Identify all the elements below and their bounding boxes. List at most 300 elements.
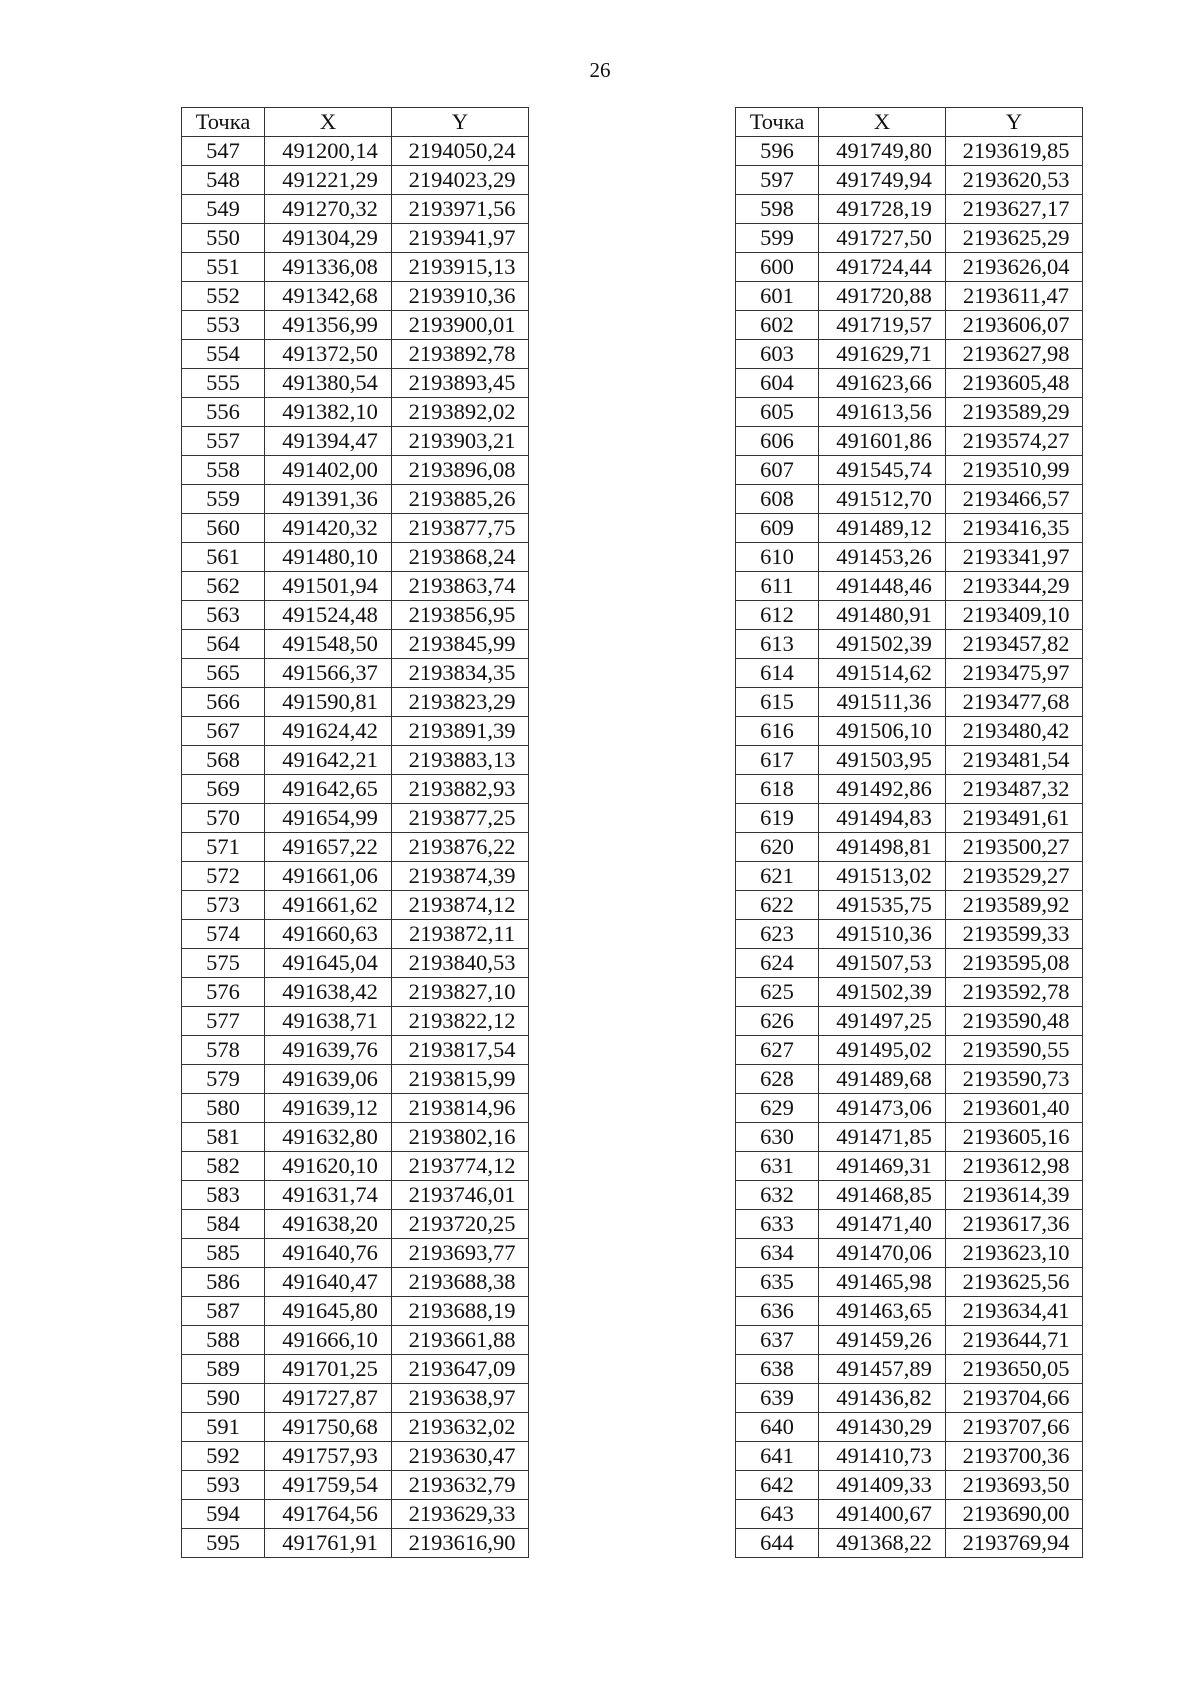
cell-x: 491632,80 bbox=[265, 1123, 392, 1152]
cell-x: 491613,56 bbox=[819, 398, 946, 427]
cell-y: 2193746,01 bbox=[392, 1181, 529, 1210]
cell-point: 637 bbox=[736, 1326, 819, 1355]
cell-y: 2193802,16 bbox=[392, 1123, 529, 1152]
cell-y: 2193822,12 bbox=[392, 1007, 529, 1036]
cell-x: 491463,65 bbox=[819, 1297, 946, 1326]
table-row bbox=[736, 1007, 1083, 1036]
cell-y: 2193650,05 bbox=[946, 1355, 1083, 1384]
table-row bbox=[736, 369, 1083, 398]
cell-x: 491639,06 bbox=[265, 1065, 392, 1094]
cell-y: 2193892,02 bbox=[392, 398, 529, 427]
table-row bbox=[182, 949, 529, 978]
cell-point: 613 bbox=[736, 630, 819, 659]
table-row bbox=[736, 1297, 1083, 1326]
cell-y: 2193877,75 bbox=[392, 514, 529, 543]
table-row bbox=[736, 1094, 1083, 1123]
table-row bbox=[182, 369, 529, 398]
cell-y: 2193868,24 bbox=[392, 543, 529, 572]
table-row bbox=[736, 1210, 1083, 1239]
cell-y: 2193529,27 bbox=[946, 862, 1083, 891]
cell-point: 625 bbox=[736, 978, 819, 1007]
table-row bbox=[736, 630, 1083, 659]
cell-x: 491654,99 bbox=[265, 804, 392, 833]
cell-y: 2193416,35 bbox=[946, 514, 1083, 543]
cell-point: 623 bbox=[736, 920, 819, 949]
cell-point: 562 bbox=[182, 572, 265, 601]
table-row bbox=[182, 1065, 529, 1094]
cell-y: 2193625,29 bbox=[946, 224, 1083, 253]
cell-y: 2193638,97 bbox=[392, 1384, 529, 1413]
column-header-point: Точка bbox=[182, 108, 265, 137]
cell-y: 2193510,99 bbox=[946, 456, 1083, 485]
cell-point: 572 bbox=[182, 862, 265, 891]
table-row bbox=[182, 1500, 529, 1529]
cell-x: 491566,37 bbox=[265, 659, 392, 688]
cell-y: 2193590,48 bbox=[946, 1007, 1083, 1036]
table-row bbox=[736, 427, 1083, 456]
table-row bbox=[182, 717, 529, 746]
table-row bbox=[182, 630, 529, 659]
table-row bbox=[736, 804, 1083, 833]
cell-point: 590 bbox=[182, 1384, 265, 1413]
table-row bbox=[182, 543, 529, 572]
table-row bbox=[736, 1529, 1083, 1558]
table-row bbox=[736, 1065, 1083, 1094]
cell-y: 2194050,24 bbox=[392, 137, 529, 166]
cell-x: 491728,19 bbox=[819, 195, 946, 224]
cell-y: 2193590,73 bbox=[946, 1065, 1083, 1094]
cell-point: 593 bbox=[182, 1471, 265, 1500]
cell-point: 565 bbox=[182, 659, 265, 688]
cell-y: 2193612,98 bbox=[946, 1152, 1083, 1181]
cell-point: 616 bbox=[736, 717, 819, 746]
table-header-row bbox=[182, 108, 529, 137]
cell-x: 491620,10 bbox=[265, 1152, 392, 1181]
cell-point: 609 bbox=[736, 514, 819, 543]
cell-point: 605 bbox=[736, 398, 819, 427]
cell-point: 564 bbox=[182, 630, 265, 659]
cell-y: 2193893,45 bbox=[392, 369, 529, 398]
table-row bbox=[736, 311, 1083, 340]
cell-point: 554 bbox=[182, 340, 265, 369]
cell-point: 595 bbox=[182, 1529, 265, 1558]
cell-x: 491759,54 bbox=[265, 1471, 392, 1500]
table-row bbox=[736, 688, 1083, 717]
cell-x: 491304,29 bbox=[265, 224, 392, 253]
cell-point: 560 bbox=[182, 514, 265, 543]
cell-point: 547 bbox=[182, 137, 265, 166]
cell-y: 2193589,29 bbox=[946, 398, 1083, 427]
cell-point: 614 bbox=[736, 659, 819, 688]
cell-y: 2193814,96 bbox=[392, 1094, 529, 1123]
cell-point: 628 bbox=[736, 1065, 819, 1094]
cell-x: 491638,71 bbox=[265, 1007, 392, 1036]
cell-x: 491761,91 bbox=[265, 1529, 392, 1558]
cell-y: 2193707,66 bbox=[946, 1413, 1083, 1442]
table-row bbox=[736, 1471, 1083, 1500]
cell-point: 587 bbox=[182, 1297, 265, 1326]
cell-y: 2193877,25 bbox=[392, 804, 529, 833]
cell-y: 2193700,36 bbox=[946, 1442, 1083, 1471]
cell-x: 491657,22 bbox=[265, 833, 392, 862]
cell-point: 563 bbox=[182, 601, 265, 630]
table-row bbox=[736, 282, 1083, 311]
cell-x: 491480,10 bbox=[265, 543, 392, 572]
cell-point: 639 bbox=[736, 1384, 819, 1413]
cell-x: 491645,80 bbox=[265, 1297, 392, 1326]
cell-point: 631 bbox=[736, 1152, 819, 1181]
cell-point: 551 bbox=[182, 253, 265, 282]
column-header-point: Точка bbox=[736, 108, 819, 137]
cell-point: 600 bbox=[736, 253, 819, 282]
cell-x: 491457,89 bbox=[819, 1355, 946, 1384]
cell-point: 583 bbox=[182, 1181, 265, 1210]
cell-x: 491640,47 bbox=[265, 1268, 392, 1297]
cell-x: 491545,74 bbox=[819, 456, 946, 485]
cell-y: 2194023,29 bbox=[392, 166, 529, 195]
table-row bbox=[736, 1355, 1083, 1384]
cell-point: 579 bbox=[182, 1065, 265, 1094]
cell-point: 620 bbox=[736, 833, 819, 862]
table-row bbox=[736, 1500, 1083, 1529]
table-row bbox=[182, 920, 529, 949]
cell-point: 636 bbox=[736, 1297, 819, 1326]
cell-x: 491356,99 bbox=[265, 311, 392, 340]
table-row bbox=[182, 1123, 529, 1152]
cell-y: 2193876,22 bbox=[392, 833, 529, 862]
cell-point: 555 bbox=[182, 369, 265, 398]
cell-point: 608 bbox=[736, 485, 819, 514]
table-row bbox=[736, 920, 1083, 949]
cell-x: 491471,85 bbox=[819, 1123, 946, 1152]
cell-point: 594 bbox=[182, 1500, 265, 1529]
cell-point: 559 bbox=[182, 485, 265, 514]
table-row bbox=[182, 746, 529, 775]
cell-y: 2193599,33 bbox=[946, 920, 1083, 949]
cell-y: 2193627,17 bbox=[946, 195, 1083, 224]
cell-x: 491590,81 bbox=[265, 688, 392, 717]
cell-point: 611 bbox=[736, 572, 819, 601]
cell-x: 491221,29 bbox=[265, 166, 392, 195]
table-row bbox=[182, 1152, 529, 1181]
cell-x: 491489,12 bbox=[819, 514, 946, 543]
table-row bbox=[182, 398, 529, 427]
cell-point: 592 bbox=[182, 1442, 265, 1471]
cell-point: 606 bbox=[736, 427, 819, 456]
cell-point: 596 bbox=[736, 137, 819, 166]
cell-x: 491459,26 bbox=[819, 1326, 946, 1355]
cell-y: 2193487,32 bbox=[946, 775, 1083, 804]
cell-y: 2193475,97 bbox=[946, 659, 1083, 688]
cell-x: 491638,20 bbox=[265, 1210, 392, 1239]
table-row bbox=[182, 1239, 529, 1268]
cell-x: 491511,36 bbox=[819, 688, 946, 717]
cell-point: 638 bbox=[736, 1355, 819, 1384]
cell-point: 561 bbox=[182, 543, 265, 572]
table-row bbox=[182, 1297, 529, 1326]
cell-y: 2193834,35 bbox=[392, 659, 529, 688]
column-header-y: Y bbox=[392, 108, 529, 137]
cell-point: 602 bbox=[736, 311, 819, 340]
cell-x: 491727,87 bbox=[265, 1384, 392, 1413]
cell-x: 491764,56 bbox=[265, 1500, 392, 1529]
cell-y: 2193845,99 bbox=[392, 630, 529, 659]
cell-x: 491645,04 bbox=[265, 949, 392, 978]
cell-x: 491494,83 bbox=[819, 804, 946, 833]
cell-y: 2193626,04 bbox=[946, 253, 1083, 282]
cell-point: 557 bbox=[182, 427, 265, 456]
cell-x: 491727,50 bbox=[819, 224, 946, 253]
cell-x: 491629,71 bbox=[819, 340, 946, 369]
cell-x: 491642,21 bbox=[265, 746, 392, 775]
table-row bbox=[736, 1326, 1083, 1355]
table-row bbox=[182, 1413, 529, 1442]
cell-x: 491749,80 bbox=[819, 137, 946, 166]
table-row bbox=[736, 601, 1083, 630]
table-header-row bbox=[736, 108, 1083, 137]
cell-point: 548 bbox=[182, 166, 265, 195]
cell-point: 640 bbox=[736, 1413, 819, 1442]
cell-point: 617 bbox=[736, 746, 819, 775]
table-row bbox=[736, 514, 1083, 543]
cell-point: 550 bbox=[182, 224, 265, 253]
table-row bbox=[182, 427, 529, 456]
cell-point: 630 bbox=[736, 1123, 819, 1152]
cell-y: 2193883,13 bbox=[392, 746, 529, 775]
cell-point: 568 bbox=[182, 746, 265, 775]
cell-x: 491420,32 bbox=[265, 514, 392, 543]
cell-y: 2193892,78 bbox=[392, 340, 529, 369]
cell-x: 491660,63 bbox=[265, 920, 392, 949]
cell-y: 2193589,92 bbox=[946, 891, 1083, 920]
cell-x: 491639,76 bbox=[265, 1036, 392, 1065]
cell-point: 624 bbox=[736, 949, 819, 978]
cell-y: 2193915,13 bbox=[392, 253, 529, 282]
cell-point: 578 bbox=[182, 1036, 265, 1065]
cell-x: 491430,29 bbox=[819, 1413, 946, 1442]
cell-x: 491400,67 bbox=[819, 1500, 946, 1529]
coordinates-table-left bbox=[181, 107, 529, 1558]
table-row bbox=[736, 717, 1083, 746]
cell-y: 2193693,50 bbox=[946, 1471, 1083, 1500]
cell-point: 632 bbox=[736, 1181, 819, 1210]
table-row bbox=[736, 862, 1083, 891]
cell-x: 491465,98 bbox=[819, 1268, 946, 1297]
cell-y: 2193574,27 bbox=[946, 427, 1083, 456]
cell-y: 2193627,98 bbox=[946, 340, 1083, 369]
cell-y: 2193605,48 bbox=[946, 369, 1083, 398]
table-row bbox=[736, 253, 1083, 282]
cell-x: 491639,12 bbox=[265, 1094, 392, 1123]
cell-point: 601 bbox=[736, 282, 819, 311]
cell-point: 552 bbox=[182, 282, 265, 311]
table-row bbox=[182, 311, 529, 340]
cell-y: 2193630,47 bbox=[392, 1442, 529, 1471]
cell-point: 586 bbox=[182, 1268, 265, 1297]
cell-y: 2193614,39 bbox=[946, 1181, 1083, 1210]
cell-x: 491642,65 bbox=[265, 775, 392, 804]
table-row bbox=[182, 1529, 529, 1558]
cell-point: 635 bbox=[736, 1268, 819, 1297]
table-row bbox=[736, 195, 1083, 224]
page-number: 26 bbox=[589, 58, 611, 82]
cell-y: 2193874,39 bbox=[392, 862, 529, 891]
cell-y: 2193632,02 bbox=[392, 1413, 529, 1442]
cell-point: 549 bbox=[182, 195, 265, 224]
cell-x: 491501,94 bbox=[265, 572, 392, 601]
cell-x: 491497,25 bbox=[819, 1007, 946, 1036]
cell-y: 2193688,19 bbox=[392, 1297, 529, 1326]
cell-x: 491502,39 bbox=[819, 978, 946, 1007]
table-row bbox=[736, 485, 1083, 514]
cell-y: 2193634,41 bbox=[946, 1297, 1083, 1326]
table-row bbox=[736, 398, 1083, 427]
cell-y: 2193595,08 bbox=[946, 949, 1083, 978]
cell-point: 604 bbox=[736, 369, 819, 398]
cell-point: 558 bbox=[182, 456, 265, 485]
table-row bbox=[736, 543, 1083, 572]
table-row bbox=[736, 1268, 1083, 1297]
cell-point: 597 bbox=[736, 166, 819, 195]
cell-y: 2193480,42 bbox=[946, 717, 1083, 746]
cell-point: 643 bbox=[736, 1500, 819, 1529]
cell-x: 491638,42 bbox=[265, 978, 392, 1007]
cell-y: 2193457,82 bbox=[946, 630, 1083, 659]
cell-point: 612 bbox=[736, 601, 819, 630]
table-row bbox=[182, 253, 529, 282]
cell-x: 491507,53 bbox=[819, 949, 946, 978]
cell-y: 2193477,68 bbox=[946, 688, 1083, 717]
cell-y: 2193891,39 bbox=[392, 717, 529, 746]
cell-x: 491368,22 bbox=[819, 1529, 946, 1558]
cell-x: 491382,10 bbox=[265, 398, 392, 427]
cell-x: 491624,42 bbox=[265, 717, 392, 746]
cell-point: 633 bbox=[736, 1210, 819, 1239]
cell-point: 573 bbox=[182, 891, 265, 920]
table-row bbox=[182, 1036, 529, 1065]
cell-x: 491502,39 bbox=[819, 630, 946, 659]
cell-x: 491492,86 bbox=[819, 775, 946, 804]
table-row bbox=[182, 166, 529, 195]
cell-point: 576 bbox=[182, 978, 265, 1007]
table-row bbox=[182, 1471, 529, 1500]
cell-point: 582 bbox=[182, 1152, 265, 1181]
table-row bbox=[182, 282, 529, 311]
cell-y: 2193910,36 bbox=[392, 282, 529, 311]
table-row bbox=[182, 514, 529, 543]
cell-point: 610 bbox=[736, 543, 819, 572]
cell-x: 491468,85 bbox=[819, 1181, 946, 1210]
cell-y: 2193856,95 bbox=[392, 601, 529, 630]
cell-y: 2193840,53 bbox=[392, 949, 529, 978]
cell-point: 584 bbox=[182, 1210, 265, 1239]
cell-y: 2193629,33 bbox=[392, 1500, 529, 1529]
cell-point: 575 bbox=[182, 949, 265, 978]
cell-x: 491506,10 bbox=[819, 717, 946, 746]
cell-point: 644 bbox=[736, 1529, 819, 1558]
cell-point: 627 bbox=[736, 1036, 819, 1065]
table-row bbox=[182, 1442, 529, 1471]
table-row bbox=[182, 1326, 529, 1355]
table-row bbox=[736, 978, 1083, 1007]
table-row bbox=[182, 659, 529, 688]
cell-point: 634 bbox=[736, 1239, 819, 1268]
table-row bbox=[736, 949, 1083, 978]
cell-y: 2193690,00 bbox=[946, 1500, 1083, 1529]
table-row bbox=[182, 1181, 529, 1210]
cell-y: 2193500,27 bbox=[946, 833, 1083, 862]
table-row bbox=[182, 572, 529, 601]
table-row bbox=[736, 1239, 1083, 1268]
cell-x: 491448,46 bbox=[819, 572, 946, 601]
cell-x: 491719,57 bbox=[819, 311, 946, 340]
cell-y: 2193941,97 bbox=[392, 224, 529, 253]
cell-point: 607 bbox=[736, 456, 819, 485]
cell-y: 2193827,10 bbox=[392, 978, 529, 1007]
cell-point: 626 bbox=[736, 1007, 819, 1036]
cell-point: 618 bbox=[736, 775, 819, 804]
cell-y: 2193625,56 bbox=[946, 1268, 1083, 1297]
table-row bbox=[736, 1152, 1083, 1181]
cell-point: 642 bbox=[736, 1471, 819, 1500]
cell-x: 491749,94 bbox=[819, 166, 946, 195]
cell-x: 491489,68 bbox=[819, 1065, 946, 1094]
coordinates-table-right bbox=[735, 107, 1083, 1558]
cell-x: 491524,48 bbox=[265, 601, 392, 630]
cell-x: 491512,70 bbox=[819, 485, 946, 514]
cell-x: 491409,33 bbox=[819, 1471, 946, 1500]
cell-y: 2193606,07 bbox=[946, 311, 1083, 340]
cell-y: 2193601,40 bbox=[946, 1094, 1083, 1123]
cell-y: 2193619,85 bbox=[946, 137, 1083, 166]
cell-y: 2193592,78 bbox=[946, 978, 1083, 1007]
cell-y: 2193693,77 bbox=[392, 1239, 529, 1268]
table-row bbox=[182, 456, 529, 485]
cell-x: 491623,66 bbox=[819, 369, 946, 398]
cell-y: 2193409,10 bbox=[946, 601, 1083, 630]
table-row bbox=[182, 137, 529, 166]
cell-y: 2193620,53 bbox=[946, 166, 1083, 195]
cell-point: 603 bbox=[736, 340, 819, 369]
cell-y: 2193903,21 bbox=[392, 427, 529, 456]
cell-x: 491720,88 bbox=[819, 282, 946, 311]
cell-x: 491402,00 bbox=[265, 456, 392, 485]
table-row bbox=[182, 804, 529, 833]
table-row bbox=[182, 862, 529, 891]
cell-y: 2193644,71 bbox=[946, 1326, 1083, 1355]
cell-y: 2193590,55 bbox=[946, 1036, 1083, 1065]
table-row bbox=[736, 137, 1083, 166]
cell-x: 491513,02 bbox=[819, 862, 946, 891]
cell-y: 2193896,08 bbox=[392, 456, 529, 485]
table-row bbox=[736, 833, 1083, 862]
cell-point: 581 bbox=[182, 1123, 265, 1152]
cell-point: 580 bbox=[182, 1094, 265, 1123]
cell-y: 2193823,29 bbox=[392, 688, 529, 717]
cell-x: 491601,86 bbox=[819, 427, 946, 456]
cell-point: 641 bbox=[736, 1442, 819, 1471]
cell-y: 2193661,88 bbox=[392, 1326, 529, 1355]
cell-x: 491372,50 bbox=[265, 340, 392, 369]
table-row bbox=[182, 340, 529, 369]
cell-x: 491469,31 bbox=[819, 1152, 946, 1181]
cell-x: 491336,08 bbox=[265, 253, 392, 282]
cell-point: 591 bbox=[182, 1413, 265, 1442]
cell-y: 2193605,16 bbox=[946, 1123, 1083, 1152]
cell-x: 491661,62 bbox=[265, 891, 392, 920]
cell-y: 2193774,12 bbox=[392, 1152, 529, 1181]
cell-x: 491391,36 bbox=[265, 485, 392, 514]
